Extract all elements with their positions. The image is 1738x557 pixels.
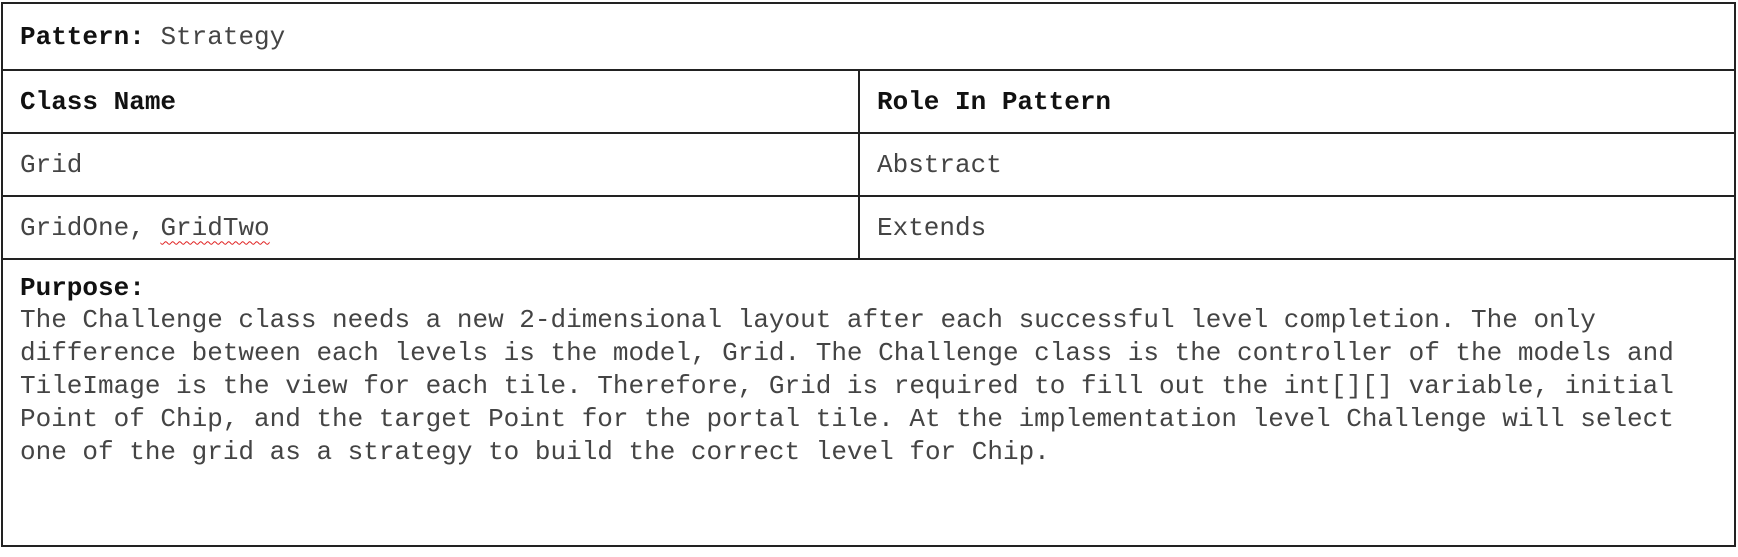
pattern-cell[interactable] — [2, 3, 1735, 70]
pattern-row — [2, 3, 1735, 70]
class-name-cell[interactable] — [2, 196, 859, 259]
table-row — [2, 133, 1735, 196]
role-text: Extends — [877, 212, 987, 243]
header-role-label: Role In Pattern — [877, 86, 1112, 117]
table-row — [2, 196, 1735, 259]
role-cell[interactable] — [859, 133, 1735, 196]
header-role-in-pattern[interactable] — [859, 70, 1735, 133]
class-name-text: Grid — [20, 149, 83, 180]
purpose-row — [2, 259, 1735, 546]
pattern-table — [1, 2, 1736, 547]
header-class-name[interactable] — [2, 70, 859, 133]
purpose-text: The Challenge class needs a new 2-dimensional layout after each successful level completion. The only difference between each levels is the model, Grid. The Challenge class is the controller of the models and TileImage is the view for each tile. Therefore, Grid is required to fill out the int[][] variable, initial Point of Chip, and the target Point for the portal tile. At the implementation level Challenge will select one of the grid as a strategy to build the correct level for Chip. — [20, 305, 1674, 467]
spellcheck-flagged-word[interactable]: GridTwo — [160, 212, 270, 243]
header-class-name-label: Class Name — [20, 86, 177, 117]
role-cell[interactable] — [859, 196, 1735, 259]
purpose-label: Purpose: — [20, 273, 145, 303]
class-name-cell[interactable] — [2, 133, 859, 196]
class-name-text: GridOne, — [20, 212, 161, 243]
pattern-label: Pattern: — [20, 21, 145, 52]
purpose-cell[interactable] — [2, 259, 1735, 546]
table-header-row — [2, 70, 1735, 133]
pattern-value: Strategy — [160, 21, 286, 52]
role-text: Abstract — [877, 149, 1002, 180]
